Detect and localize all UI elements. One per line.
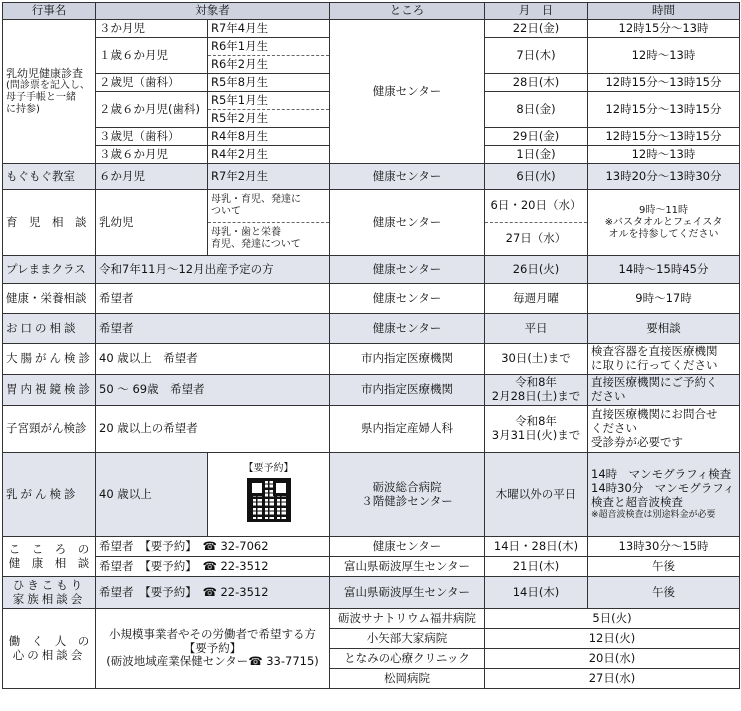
kokoro-place: 健康センター [330,537,485,557]
table-row [3,537,740,557]
breast-name: 乳がん検診 [3,453,96,537]
mogu-date: 6日(水) [485,164,588,190]
header-date: 月 日 [485,3,588,20]
table-row [3,557,740,577]
infant-age: １歳６か月児 [96,38,208,74]
table-row [3,284,740,314]
kenko-name: 健康・栄養相談 [3,284,96,314]
hiki-name: ひきこもり 家族相談会 [3,577,96,609]
header-row [3,3,740,20]
table-row [3,609,740,629]
infant-date: 28日(木) [485,74,588,92]
work-date: 12日(火) [485,629,740,649]
infant-date: 1日(金) [485,146,588,164]
mogu-time: 13時20分～13時30分 [588,164,740,190]
ikuji-place: 健康センター [330,190,485,256]
hiki-time: 午後 [588,577,740,609]
infant-time: 12時15分～13時 [588,20,740,38]
cervical-target: 20 歳以上の希望者 [96,406,330,453]
hiki-date: 14日(木) [485,577,588,609]
infant-date: 8日(金) [485,92,588,128]
work-place: となみの心療クリニック [330,649,485,669]
table-row [3,190,740,223]
kokoro-target: 希望者 【要予約】 ☎ 22-3512 [96,557,330,577]
infant-checkup-name: 乳幼児健康診査 (問診票を記入し、 母子手帳と一緒 に持参) [3,20,96,164]
oral-date: 平日 [485,314,588,344]
table-row [3,314,740,344]
table-row [3,344,740,375]
ikuji-time: 9時～11時 ※バスタオルとフェイスタ オルを持参してください [588,190,740,256]
work-place: 松岡病院 [330,669,485,689]
gastro-target: 50 ～ 69歳 希望者 [96,375,330,406]
premama-place: 健康センター [330,256,485,284]
infant-age: ３歳６か月児 [96,146,208,164]
header-target: 対象者 [96,3,330,20]
infant-age: ３歳児（歯科） [96,128,208,146]
header-place: ところ [330,3,485,20]
table-row [3,406,740,453]
work-date: 27日(水) [485,669,740,689]
infant-time: 12時15分～13時15分 [588,92,740,128]
infant-age: ２歳６か月児(歯科) [96,92,208,128]
kokoro-date: 14日・28日(木) [485,537,588,557]
infant-birth: R7年4月生 [208,20,330,38]
infant-age: ３か月児 [96,20,208,38]
ikuji-name: 育 児 相 談 [3,190,96,256]
infant-time: 12時15分～13時15分 [588,128,740,146]
oral-target: 希望者 [96,314,330,344]
kenko-place: 健康センター [330,284,485,314]
infant-birth: R6年2月生 [208,56,330,74]
breast-target: 40 歳以上 [96,453,208,537]
mogu-target: ６か月児 [96,164,208,190]
kenko-target: 希望者 [96,284,330,314]
header-time: 時間 [588,3,740,20]
health-schedule-table [2,2,740,689]
infant-age: ２歳児（歯科） [96,74,208,92]
premama-target: 令和7年11月～12月出産予定の方 [96,256,330,284]
table-row [3,453,740,537]
gastro-place: 市内指定医療機関 [330,375,485,406]
oral-time: 要相談 [588,314,740,344]
infant-birth: R4年2月生 [208,146,330,164]
table-row [3,256,740,284]
gastro-time: 直接医療機関にご予約く ださい [588,375,740,406]
kokoro-place: 富山県砺波厚生センター [330,557,485,577]
breast-time: 14時 マンモグラフィ検査 14時30分 マンモグラフィ 検査と超音波検査 ※超音波検査は別途料金が必要 [588,453,740,537]
infant-time: 12時～13時 [588,38,740,74]
premama-time: 14時～15時45分 [588,256,740,284]
cervical-name: 子宮頸がん検診 [3,406,96,453]
infant-date: 22日(金) [485,20,588,38]
kokoro-time: 13時30分～15時 [588,537,740,557]
kokoro-name: こ こ ろ の 健 康 相 談 [3,537,96,577]
cervical-date: 令和8年 3月31日(火)まで [485,406,588,453]
work-name: 働 く 人 の 心の相談会 [3,609,96,689]
mogu-place: 健康センター [330,164,485,190]
ikuji-date1: 6日・20日（水） [485,190,588,223]
infant-date: 7日(木) [485,38,588,74]
breast-place: 砺波総合病院 ３階健診センター [330,453,485,537]
table-row [3,375,740,406]
table-row [3,164,740,190]
infant-birth: R5年2月生 [208,110,330,128]
infant-birth: R4年8月生 [208,128,330,146]
cervical-time: 直接医療機関にお問合せ ください 受診券が必要です [588,406,740,453]
ikuji-date2: 27日（水） [485,223,588,256]
colon-date: 30日(土)まで [485,344,588,375]
mogu-birth: R7年2月生 [208,164,330,190]
qr-code-icon[interactable] [247,478,291,522]
work-date: 5日(火) [485,609,740,629]
breast-date: 木曜以外の平日 [485,453,588,537]
breast-reserve-cell: 【要予約】 [208,453,330,537]
premama-date: 26日(火) [485,256,588,284]
work-target: 小規模事業者やその労働者で希望する方 【要予約】 (砺波地域産業保健センター☎ 33-7715) [96,609,330,689]
oral-place: 健康センター [330,314,485,344]
ikuji-sub1: 母乳・育児、発達に ついて [208,190,330,223]
work-date: 20日(水) [485,649,740,669]
oral-name: お口の相談 [3,314,96,344]
ikuji-sub2: 母乳・歯と栄養 育児、発達について [208,223,330,256]
header-event: 行事名 [3,3,96,20]
work-place: 砺波サナトリウム福井病院 [330,609,485,629]
hiki-target: 希望者 【要予約】 ☎ 22-3512 [96,577,330,609]
cervical-place: 県内指定産婦人科 [330,406,485,453]
kenko-date: 毎週月曜 [485,284,588,314]
gastro-date: 令和8年 2月28日(土)まで [485,375,588,406]
table-row [3,577,740,609]
infant-time: 12時～13時 [588,146,740,164]
mogu-name: もぐもぐ教室 [3,164,96,190]
kokoro-date: 21日(木) [485,557,588,577]
hiki-place: 富山県砺波厚生センター [330,577,485,609]
infant-time: 12時15分～13時15分 [588,74,740,92]
kokoro-time: 午後 [588,557,740,577]
colon-name: 大腸がん検診 [3,344,96,375]
kenko-time: 9時～17時 [588,284,740,314]
colon-place: 市内指定医療機関 [330,344,485,375]
infant-birth: R6年1月生 [208,38,330,56]
work-place: 小矢部大家病院 [330,629,485,649]
kokoro-target: 希望者 【要予約】 ☎ 32-7062 [96,537,330,557]
premama-name: プレままクラス [3,256,96,284]
infant-birth: R5年1月生 [208,92,330,110]
ikuji-target: 乳幼児 [96,190,208,256]
colon-time: 検査容器を直接医療機関 に取りに行ってください [588,344,740,375]
infant-place: 健康センター [330,20,485,164]
gastro-name: 胃内視鏡検診 [3,375,96,406]
table-row [3,20,740,38]
colon-target: 40 歳以上 希望者 [96,344,330,375]
infant-date: 29日(金) [485,128,588,146]
infant-birth: R5年8月生 [208,74,330,92]
